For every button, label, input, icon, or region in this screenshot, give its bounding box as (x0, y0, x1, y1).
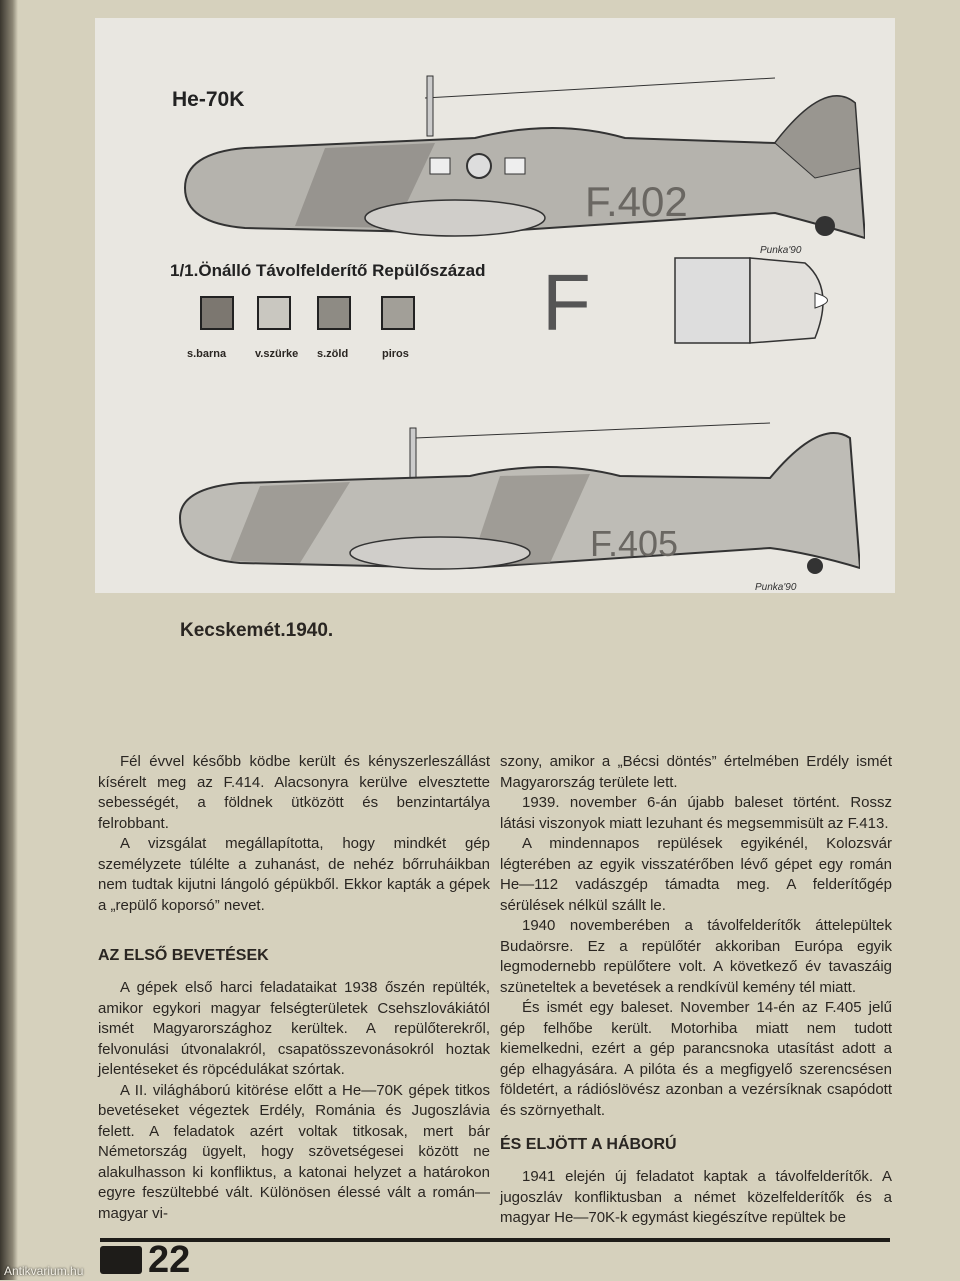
right-column (500, 752, 892, 1229)
swatch-label: s.zöld (317, 348, 349, 360)
paragraph: 1939. november 6-án újabb baleset történt. Rossz látási viszonyok miatt lezuhant és megsemmisült az F.413. (500, 794, 892, 832)
swatch-label: piros (382, 348, 409, 360)
paragraph: És ismét egy baleset. November 14-én az F.405 jelű gép felhőbe került. Motorhiba miatt nem tudott kiemelkedni, ezért a gép parancsnoka utasítást adott a gép elhagyására. A pilóta és a megfigyelő szerencsésen földetért, a rádióslövész azonban a vezérsíknak csapódott és szörnyethalt. (500, 999, 892, 1119)
page-edge-shadow (0, 0, 18, 1280)
left-column (98, 752, 490, 1224)
color-swatch-dark-green (317, 296, 351, 330)
aircraft-side-view-top (175, 58, 865, 268)
aircraft-code-bottom: F.405 (590, 523, 679, 564)
aircraft-side-view-bottom (170, 418, 860, 598)
page-number: 22 (148, 1239, 191, 1281)
swatch-label: v.szürke (255, 348, 299, 360)
footer-rule (100, 1238, 890, 1242)
swatch-label: s.barna (187, 348, 227, 360)
paragraph: A mindennapos repülések egyikénél, Kolozsvár légterében az egyik visszatérőben lévő gépet egy román He—112 vadászgép támadta meg. A felderítőgép sérülések nélkül szállt le. (500, 835, 892, 914)
color-swatch-light-grey (257, 296, 291, 330)
paragraph: szony, amikor a „Bécsi döntés” értelmében Erdély ismét Magyarország területe lett. (500, 753, 892, 791)
color-swatch-red (381, 296, 415, 330)
magazine-logo-icon (100, 1246, 142, 1274)
paragraph: 1941 elején új feladatot kaptak a távolfelderítők. A jugoszláv konfliktusban a német közelfelderítők és a magyar He—70K-k egymást kiegészítve repültek be (500, 1168, 892, 1226)
paragraph: 1940 novemberében a távolfelderítők áttelepültek Budaörsre. Ez a repülőtér akkoriban Európa egyik legmodernebb repülőtere volt. A következő év tavaszáig szüneteltek a bevetések a rendkívül kemény tél miatt. (500, 917, 892, 996)
paragraph: Fél évvel később ködbe került és kényszerleszállást kísérelt meg az F.414. Alacsonyra kerülve elvesztette sebességét, a földnek ütközött és benzintartálya felrobbant. (98, 753, 490, 832)
artist-signature: Punka'90 (760, 245, 802, 256)
marking-letter: F (542, 258, 591, 347)
illustration-plate (95, 18, 895, 593)
plate-caption: Kecskemét.1940. (180, 620, 334, 641)
aircraft-title: He-70K (172, 88, 245, 111)
aircraft-code-top: F.402 (585, 178, 688, 225)
section-heading: AZ ELSŐ BEVETÉSEK (98, 947, 269, 964)
watermark: Antikvarium.hu (4, 1264, 84, 1278)
paragraph: A gépek első harci feladataikat 1938 őszén repülték, amikor egykori magyar felségterületek Csehszlovákiától ismét Magyarországhoz kerültek. A repülőterekről, felvonulási útvonalakról, csapatösszevonásokról hoztak jelentéseket és röpcédulákat szórtak. (98, 979, 490, 1078)
paragraph: A vizsgálat megállapította, hogy mindkét gép személyzete túlélte a zuhanást, de nehéz bőrruháikban nem tudtak kijutni lángoló gépükből. Ekkor kapták a gépek a „repülő koporsó” nevet. (98, 835, 490, 914)
aircraft-front-detail (665, 248, 845, 358)
unit-title: 1/1.Önálló Távolfelderítő Repülőszázad (170, 261, 486, 280)
color-swatch-brown (200, 296, 234, 330)
section-heading: ÉS ELJÖTT A HÁBORÚ (500, 1136, 677, 1153)
artist-signature: Punka'90 (755, 582, 797, 593)
paragraph: A II. világháború kitörése előtt a He—70K gépek titkos bevetéseket végeztek Erdély, Románia és Jugoszlávia felett. A feladatok azért voltak titkosak, mert bár Németország ügyelt, hogy szövetségesei között ne alakulhasson ki konfliktus, a katonai helyzet a határokon egyre feszültebbé vált. Különösen élessé vált a román—magyar vi- (98, 1081, 490, 1222)
